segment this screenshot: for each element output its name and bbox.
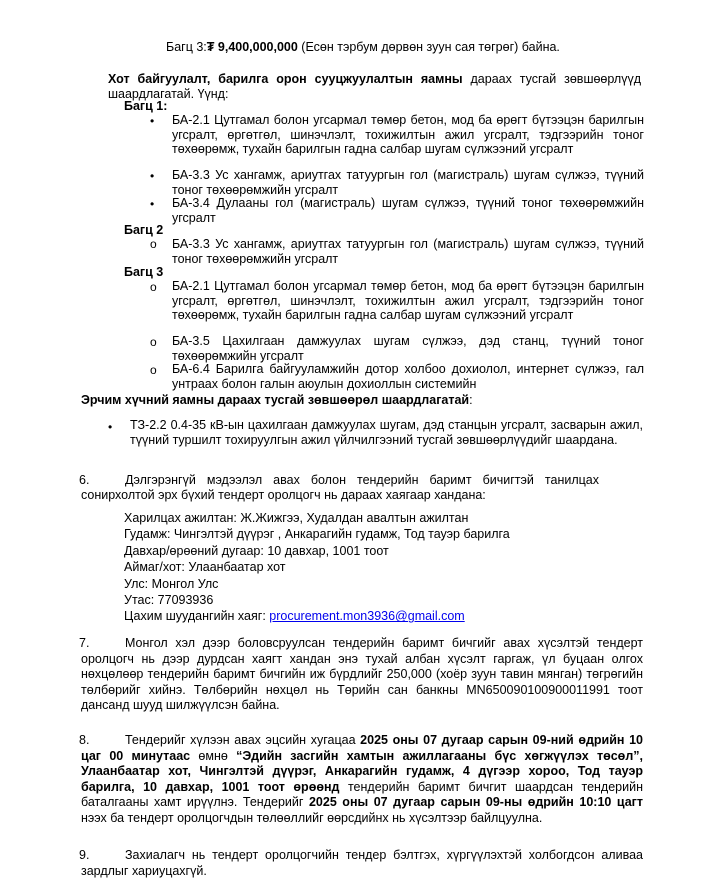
para-9-text: Захиалагч нь тендерт оролцогчийн тендер бэлтгэх, хүргүүлэхтэй холбогдсон аливаа зардлыг хариуцахгүй. [81, 848, 643, 878]
lot-3-title: Багц 3 [124, 265, 164, 279]
contact-country: Улс: Монгол Улс [124, 576, 219, 591]
energy-item: ТЗ-2.2 0.4-35 кВ-ын цахилгаан дамжуулах шугам, дэд станцын угсралт, засварын ажил, түүний туршилт тохируулгын ажил үйлчилгээний тусгай зөвшөөрлүүдийг шаардана. [130, 418, 643, 447]
circle-bullet-icon: o [150, 363, 157, 377]
bullet-icon: • [150, 169, 155, 183]
para-8-text: Тендерийг хүлээн авах эцсийн хугацаа 2025 оны 07 дугаар сарын 09-ний өдрийн 10 цаг 00 минутаас өмнө “Эдийн засгийн хамтын ажиллагааны бүс хөгжүүлэх төсөл”, Улаанбаатар хот, Чингэлтэй дүүрэг, Анкарагийн гудамж, 4 дүгээр хороо, Тод тауэр барилга, 10 давхар, 1001 тоот өрөөнд тендерийн баримт бичгит шаардсан тендерийн баталгааны хамт ирүүлнэ. Тендерийг 2025 оны 07 дугаар сарын 09-ны өдрийн 10:10 цагт нээх ба тендерт оролцогчдын төлөөллийг өөрсдийнх нь хүсэлтээр байлцуулна. [81, 733, 643, 825]
contact-person: Харилцах ажилтан: Ж.Жижгээ, Худалдан авалтын ажилтан [124, 511, 469, 525]
lot-1-item: БА-3.3 Ус хангамж, ариутгах татуургын гол (магистраль) шугам сүлжээ, түүний тоног төхөөрөмжийн угсралт [172, 168, 644, 197]
lot-1-item: БА-2.1 Цутгамал болон угсармал төмөр бетон, мод ба өрөгт бүтээцэн барилгын угсралт, өргөтгөл, шинэчлэлт, тохижилтын ажил угсралт, тэдгээрийн тоног төхөөрөмж, тухайн барилгын гадна салбар шугам сүлжээний угсралт [172, 113, 644, 156]
lot-1-title: Багц 1: [124, 99, 168, 113]
contact-email-row: Цахим шуудангийн хаяг: procurement.mon3936@gmail.com [124, 609, 465, 624]
budget-amount: ₮ 9,400,000,000 [206, 40, 298, 54]
energy-ministry-heading: Эрчим хүчний яамны дараах тусгай зөвшөөрөл шаардлагатай: [81, 393, 473, 407]
lot-3-item: БА-6.4 Барилга байгууламжийн дотор холбоо дохиолол, интернет сүлжээ, гал унтраах болон галын аюулын дохиоллын системийн [172, 362, 644, 391]
para-9-number: 9. [79, 848, 90, 862]
contact-street: Гудамж: Чингэлтэй дүүрэг , Анкарагийн гудамж, Тод тауэр барилга [124, 527, 510, 542]
circle-bullet-icon: o [150, 280, 157, 294]
para-6-number: 6. [79, 473, 90, 487]
para-7-text: Монгол хэл дээр боловсруулсан тендерийн баримт бичгийг авах хүсэлтэй тендерт оролцогч нь дээр дурдсан хаягт хандан энэ тухай албан хүсэлт гаргаж, үл буцаан олгох нөхцөлөөр тендерийн баримт бичгийн иж бүрдлийг 250,000 (хоёр зуун тавин мянган) төгрөгийн төлбөрийг хийнэ. Төлбөрийн нөхцөл нь Төрийн сан банкны MN650090100900011991 тоот дансанд шууд шилжүүлсэн байна. [81, 636, 643, 713]
bullet-icon: • [150, 114, 155, 128]
urban-ministry-intro: Хот байгуулалт, барилга орон сууцжуулалтын яамны дараах тусгай зөвшөөрлүүд шаардлагатай. Үүнд: [108, 72, 641, 101]
lot-2-item: БА-3.3 Ус хангамж, ариутгах татуургын гол (магистраль) шугам сүлжээ, түүний тоног төхөөрөмжийн угсралт [172, 237, 644, 266]
contact-city: Аймаг/хот: Улаанбаатар хот [124, 560, 286, 575]
contact-phone: Утас: 77093936 [124, 593, 214, 608]
lot-1-item: БА-3.4 Дулааны гол (магистраль) шугам сүлжээ, түүний тоног төхөөрөмжийн угсралт [172, 196, 644, 225]
circle-bullet-icon: o [150, 335, 157, 349]
para-7-number: 7. [79, 636, 90, 650]
lot-3-item: БА-3.5 Цахилгаан дамжуулах шугам сүлжээ, дэд станц, түүний тоног төхөөрөмжийн угсралт [172, 334, 644, 363]
para-8-number: 8. [79, 733, 90, 747]
para-6-text: Дэлгэрэнгүй мэдээлэл авах болон тендерийн баримт бичигтэй танилцах сонирхолтой эрх бүхий тендерт оролцогч нь дараах хаягаар хандана: [81, 473, 599, 502]
lot-3-item: БА-2.1 Цутгамал болон угсармал төмөр бетон, мод ба өрөгт бүтээцэн барилгын угсралт, өргөтгөл, шинэчлэлт, тохижилтын ажил угсралт, тэдгээрийн тоног төхөөрөмж, тухайн барилгын гадна салбар шугам сүлжээний угсралт [172, 279, 644, 322]
contact-block [124, 510, 510, 625]
bullet-icon: • [150, 197, 155, 211]
contact-floor: Давхар/өрөөний дугаар: 10 давхар, 1001 тоот [124, 543, 389, 558]
email-link[interactable]: procurement.mon3936@gmail.com [269, 609, 465, 624]
circle-bullet-icon: o [150, 237, 157, 251]
lot-2-title: Багц 2 [124, 223, 164, 237]
budget-line: Багц 3:₮ 9,400,000,000 (Есөн тэрбум дөрвөн зуун сая төгрөг) байна. [166, 40, 560, 54]
bullet-icon: • [108, 420, 113, 434]
